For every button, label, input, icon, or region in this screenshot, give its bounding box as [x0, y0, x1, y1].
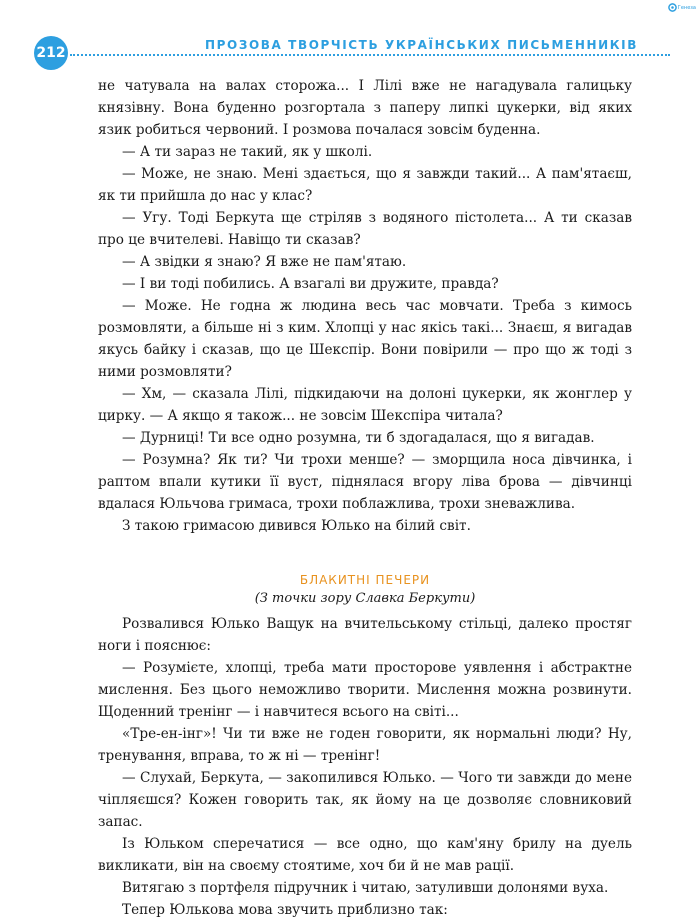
paragraph: З такою гримасою дивився Юлько на білий світ.: [122, 518, 471, 534]
paragraph: Витягаю з портфеля підручник і читаю, затуливши долонями вуха.: [122, 880, 609, 896]
paragraph: — Хм, — сказала Лілі, підкидаючи на долоні цукерки, як жонглер у цирку. — А якщо я також... не зовсім Шекспіра читала?: [98, 386, 632, 424]
paragraph: Із Юльком сперечатися — все одно, що кам'яну брилу на дуель викликати, він на своєму стоятиме, хоч би й не мав рації.: [98, 836, 632, 874]
paragraph: — Угу. Тоді Беркута ще стріляв з водяного пістолета... А ти сказав про це вчителеві. Навіщо ти сказав?: [98, 210, 632, 248]
paragraph: — Дурниці! Ти все одно розумна, ти б здогадалася, що я вигадав.: [122, 430, 595, 446]
section-title: БЛАКИТНІ ПЕЧЕРИ: [299, 573, 431, 587]
paragraph: — А ти зараз не такий, як у школі.: [122, 144, 373, 160]
publisher-logo: [668, 3, 696, 12]
publisher-logo-icon: [668, 3, 677, 12]
paragraph: — Розумієте, хлопці, треба мати просторове уявлення і абстрактне мислення. Без цього неможливо творити. Мислення можна розвинути. Щоденний тренінг — і навчитеся всього на світі...: [98, 660, 632, 720]
paragraph: — Слухай, Беркута, — закопилився Юлько. — Чого ти завжди до мене чіпляєшся? Кожен говорить так, як йому на це дозволяє словниковий запас.: [98, 770, 632, 830]
section-subtitle: (З точки зору Славка Беркути): [254, 591, 476, 606]
page-number: 212: [34, 36, 68, 70]
paragraph: — Може, не знаю. Мені здається, що я завжди такий... А пам'ятаєш, як ти прийшла до нас у клас?: [98, 166, 632, 204]
header-divider: [70, 54, 670, 56]
paragraph: Розвалився Юлько Ващук на вчительському стільці, далеко простяг ноги і пояснює:: [98, 616, 632, 654]
paragraph: не чатувала на валах сторожа... І Лілі вже не нагадувала галицьку князівну. Вона буденно розгортала з паперу липкі цукерки, від яких язик робиться червоний. І розмова почалася зовсім буденна.: [98, 78, 632, 138]
page-body: [98, 75, 632, 921]
publisher-logo-text: Генеза: [677, 4, 696, 11]
paragraph: — Розумна? Як ти? Чи трохи менше? — зморщила носа дівчинка, і раптом впали кутики її вуст, піднялася вгору ліва брова — дівчинці вдалася Юльчова гримаса, трохи поблажлива, трохи зневажлива.: [98, 452, 632, 512]
running-header: ПРОЗОВА ТВОРЧІСТЬ УКРАЇНСЬКИХ ПИСЬМЕННИКІВ: [205, 38, 638, 52]
paragraph: — А звідки я знаю? Я вже не пам'ятаю.: [122, 254, 407, 270]
paragraph: Тепер Юлькова мова звучить приблизно так:: [122, 902, 448, 918]
paragraph: — І ви тоді побились. А взагалі ви дружите, правда?: [122, 276, 499, 292]
paragraph: «Тре-ен-інг»! Чи ти вже не годен говорити, як нормальні люди? Ну, тренування, вправа, то ж ні — тренінг!: [98, 726, 632, 764]
paragraph: — Може. Не годна ж людина весь час мовчати. Треба з кимось розмовляти, а більше ні з ким. Хлопці у нас якісь такі... Знаєш, я вигадав якусь байку і сказав, що це Шекспір. Вони повірили — про що ж тоді з ними розмовляти?: [98, 298, 632, 380]
